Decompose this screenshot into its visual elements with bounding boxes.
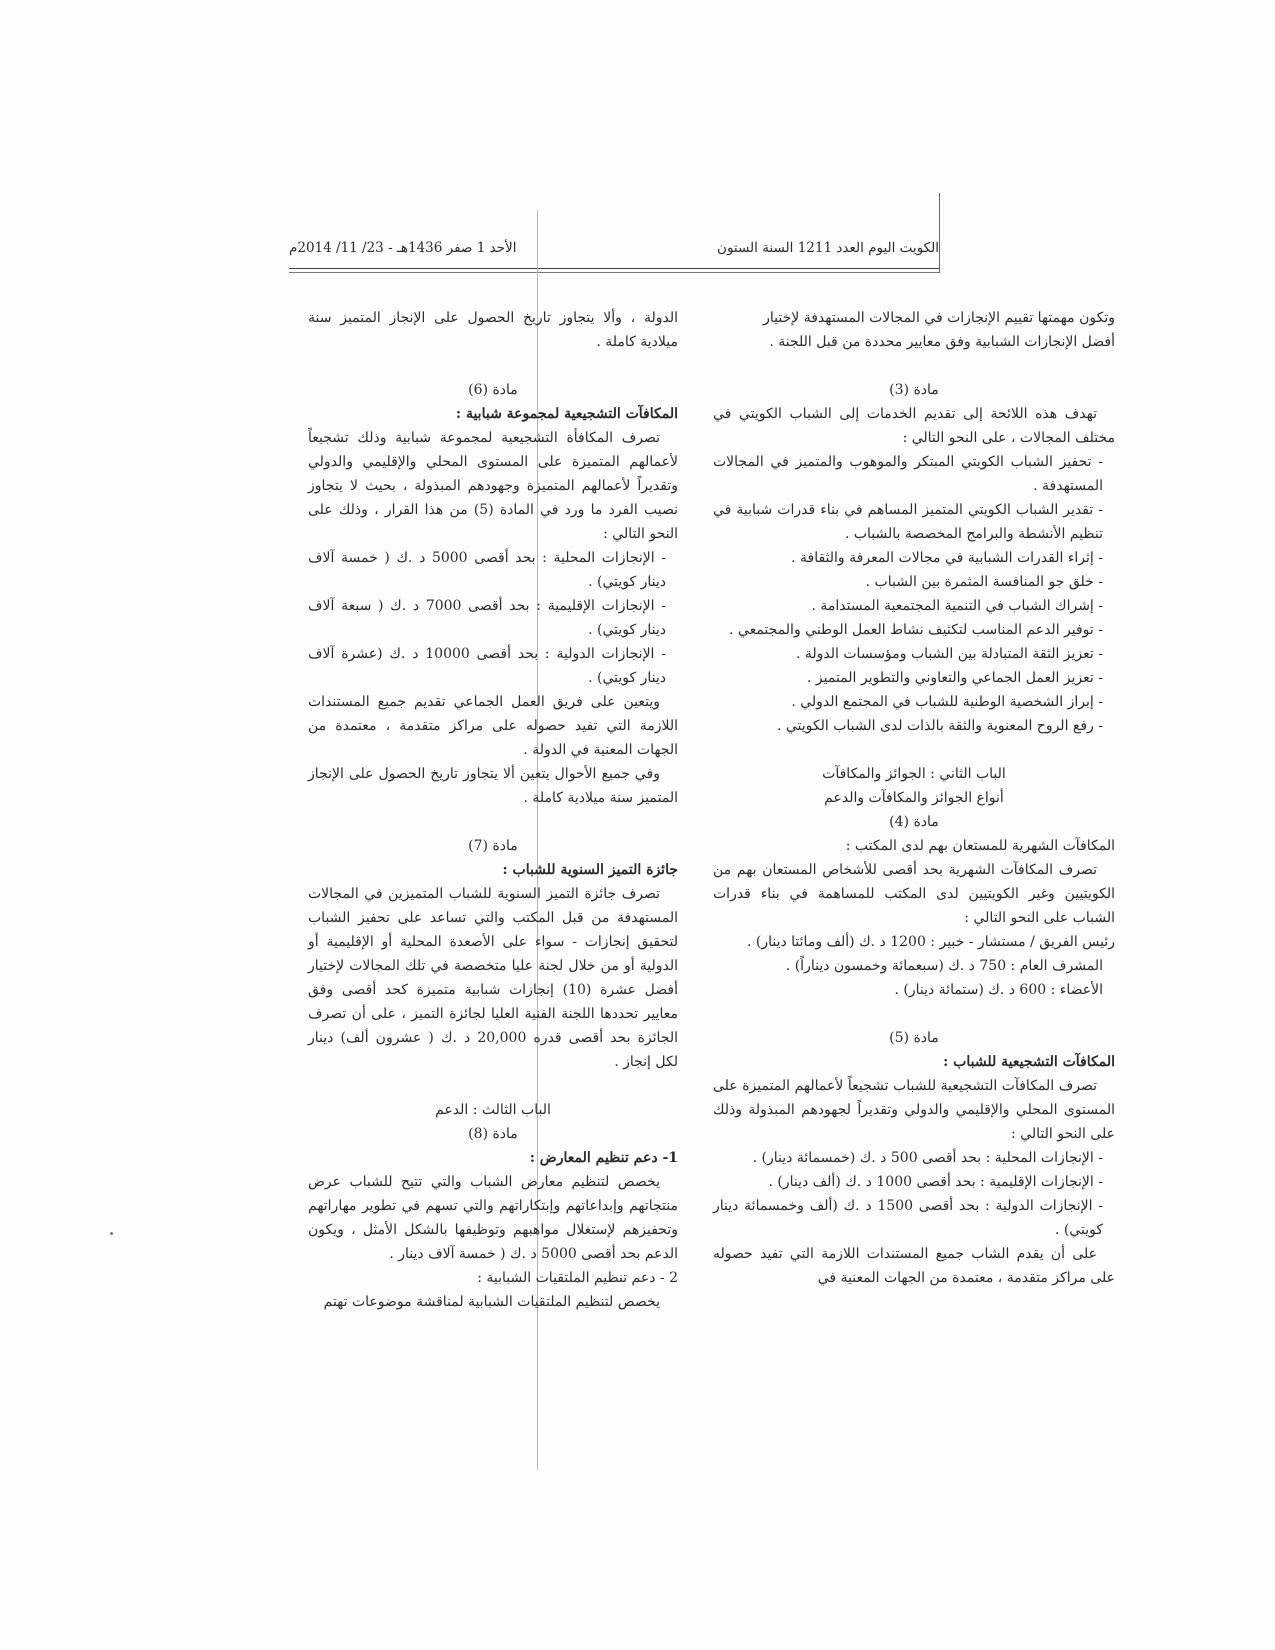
article-4-item: المشرف العام : 750 د .ك (سبعمائة وخمسون ديناراً) . bbox=[785, 958, 1103, 974]
header-rule-thin bbox=[289, 272, 939, 273]
article-5-item: - الإنجازات المحلية : بحد أقصى 500 د .ك (خمسمائة دينار) . bbox=[752, 1150, 1103, 1166]
article-6-title: مادة (6) bbox=[468, 382, 518, 398]
article-3-item: - إشراك الشباب في التنمية المجتمعية المستدامة . bbox=[811, 598, 1103, 614]
article-3-item: - إبراز الشخصية الوطنية للشباب في المجتمع الدولي . bbox=[791, 694, 1103, 710]
header-publication: الكويت اليوم العدد 1211 السنة الستون bbox=[717, 240, 939, 256]
article-5-item: - الإنجازات الدولية : بحد أقصى 1500 د .ك (ألف وخمسمائة دينار كويتي) . bbox=[713, 1198, 1103, 1238]
article-6-item: - الإنجازات المحلية : بحد أقصى 5000 د .ك ( خمسة آلاف دينار كويتي) . bbox=[308, 550, 666, 590]
article-3-item: - توفير الدعم المناسب لتكثيف نشاط العمل الوطني والمجتمعي . bbox=[729, 622, 1103, 638]
article-8-heading-1: 1- دعم تنظيم المعارض : bbox=[529, 1150, 678, 1166]
article-3-item: - إثراء القدرات الشبابية في مجالات المعرفة والثقافة . bbox=[791, 550, 1103, 566]
article-8-title: مادة (8) bbox=[468, 1126, 518, 1142]
article-4-item: الأعضاء : 600 د .ك (ستمائة دينار) . bbox=[894, 982, 1103, 998]
part-2-subtitle: أنواع الجوائز والمكافآت والدعم bbox=[824, 790, 1004, 806]
article-7-heading: جائزة التميز السنوية للشباب : bbox=[502, 862, 678, 878]
article-4-heading: المكافآت الشهرية للمستعان بهم لدى المكتب : bbox=[845, 838, 1115, 854]
article-5-item: - الإنجازات الإقليمية : بحد أقصى 1000 د .ك (ألف دينار) . bbox=[768, 1174, 1103, 1190]
article-7-text: تصرف جائزة التميز السنوية للشباب المتميزين في المجالات المستهدفة من قبل المكتب والتي تساعد على تحفيز الشباب لتحقيق إنجازات - سواء على الأصعدة المحلية أو الإقليمية أو الدولية أو من خلال لجنة عليا متخصصة في تلك المجالات لإختيار أفضل عشرة (10) إنجازات شبابية متميزة كحد أقصى وفق معايير تحددها اللجنة الفنية العليا لجائزة التميز ، على أن تصرف الجائزة بحد أقصى قدره 20,000 د .ك ( عشرون ألف) دينار لكل إنجاز . bbox=[308, 886, 679, 1070]
speck bbox=[110, 1232, 113, 1235]
article-4-item: رئيس الفريق / مستشار - خبير : 1200 د .ك (ألف ومائتا دينار) . bbox=[746, 934, 1115, 950]
part-3-title: الباب الثالث : الدعم bbox=[435, 1102, 551, 1118]
article-5-text: تصرف المكافآت التشجيعية للشباب تشجيعاً لأعمالهم المتميزة على المستوى المحلي والإقليمي والدولي وتقديراً لجهودهم المبذولة وذلك على النحو التالي : bbox=[713, 1078, 1115, 1142]
article-3-item: - تعزيز العمل الجماعي والتعاوني والتطوير المتميز . bbox=[807, 670, 1103, 686]
article-6-item: - الإنجازات الدولية : بحد أقصى 10000 د .ك (عشرة آلاف دينار كويتي) . bbox=[308, 646, 666, 686]
article-7-title: مادة (7) bbox=[468, 838, 518, 854]
article-5-heading: المكافآت التشجيعية للشباب : bbox=[943, 1054, 1115, 1070]
left-column bbox=[308, 306, 678, 1314]
article-6-heading: المكافآت التشجيعية لمجموعة شبابية : bbox=[455, 406, 678, 422]
article-6-text: تصرف المكافأة التشجيعية لمجموعة شبابية وذلك تشجيعاً لأعمالهم المتميزة على المستوى المحلي والإقليمي والدولي وتقديراً لأعمالهم المتميزة وجهودهم المبذولة ، بحيث لا يتجاوز نصيب الفرد ما ورد في المادة (5) من هذا القرار ، وذلك على النحو التالي : bbox=[308, 430, 678, 542]
article-3-item: - تحفيز الشباب الكويتي المبتكر والموهوب والمتميز في المجالات المستهدفة . bbox=[713, 454, 1103, 494]
part-2-title: الباب الثاني : الجوائز والمكافآت bbox=[822, 766, 1006, 782]
article-3-item: - رفع الروح المعنوية والثقة بالذات لدى الشباب الكويتي . bbox=[776, 718, 1103, 734]
intro-line-1: وتكون مهمتها تقييم الإنجازات في المجالات المستهدفة لإختيار bbox=[763, 310, 1115, 326]
header-date: الأحد 1 صفر 1436هـ - 23/ 11/ 2014م bbox=[289, 240, 517, 256]
article-6-item: - الإنجازات الإقليمية : بحد أقصى 7000 د .ك ( سبعة آلاف دينار كويتي) . bbox=[308, 598, 666, 638]
page-header bbox=[289, 240, 939, 262]
left-intro: الدولة ، وألا يتجاوز تاريخ الحصول على الإنجاز المتميز سنة ميلادية كاملة . bbox=[308, 310, 678, 350]
article-3-item: - خلق جو المنافسة المثمرة بين الشباب . bbox=[865, 574, 1103, 590]
article-3-title: مادة (3) bbox=[889, 382, 939, 398]
right-column bbox=[713, 306, 1115, 1290]
article-8-heading-2: 2 - دعم تنظيم الملتقيات الشبابية : bbox=[477, 1270, 678, 1286]
header-rule bbox=[289, 268, 939, 269]
article-8-text-2: يخصص لتنظيم الملتقيات الشبابية لمناقشة موضوعات تهتم bbox=[323, 1294, 660, 1310]
article-8-text-1: يخصص لتنظيم معارض الشباب والتي تتيح للشباب عرض منتجاتهم وإبداعاتهم وإبتكاراتهم والتي تسهم في تطوير مهاراتهم وتحفيزهم لإستغلال مواهبهم وتوظيفها بالشكل الأمثل ، ويكون الدعم بحد أقصى 5000 د .ك ( خمسة آلاف دينار . bbox=[308, 1174, 678, 1262]
article-6-para-3: وفي جميع الأحوال يتعين ألا يتجاوز تاريخ الحصول على الإنجاز المتميز سنة ميلادية كاملة . bbox=[308, 766, 678, 806]
article-4-text: تصرف المكافآت الشهرية بحد أقصى للأشخاص المستعان بهم من الكويتيين وغير الكويتيين لدى المكتب للمساهمة في بناء قدرات الشباب على النحو التالي : bbox=[713, 862, 1115, 926]
article-3-item: - تقدير الشباب الكويتي المتميز المساهم في بناء قدرات شبابية في تنظيم الأنشطة والبرامج المخصصة بالشباب . bbox=[713, 502, 1103, 542]
article-5-title: مادة (5) bbox=[889, 1030, 939, 1046]
article-4-title: مادة (4) bbox=[889, 814, 939, 830]
article-3-intro: تهدف هذه اللائحة إلى تقديم الخدمات إلى الشباب الكويتي في مختلف المجالات ، على النحو التالي : bbox=[713, 406, 1115, 446]
article-6-para-2: ويتعين على فريق العمل الجماعي تقديم جميع المستندات اللازمة التي تفيد حصوله على مراكز متقدمة ، معتمدة من الجهات المعنية في الدولة . bbox=[308, 694, 678, 758]
article-5-closing: على أن يقدم الشاب جميع المستندات اللازمة التي تفيد حصوله على مراكز متقدمة ، معتمدة من الجهات المعنية في bbox=[713, 1246, 1115, 1286]
intro-line-2: أفضل الإنجازات الشبابية وفق معايير محددة من قبل اللجنة . bbox=[769, 334, 1115, 350]
margin-line bbox=[939, 193, 940, 273]
article-3-item: - تعزيز الثقة المتبادلة بين الشباب ومؤسسات الدولة . bbox=[795, 646, 1103, 662]
